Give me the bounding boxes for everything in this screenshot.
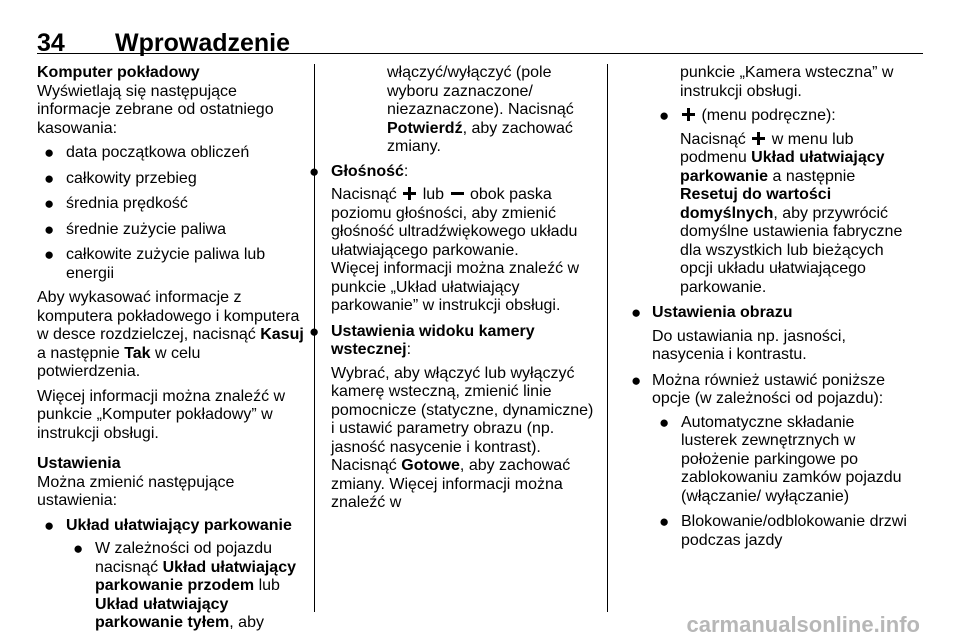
uklad-continuation: włączyć/wyłączyć (pole wyboru zaznaczone/ niezaznaczone). Nacisnąć Potwierdź, aby zachować zmiany. (387, 64, 574, 155)
column-divider-2 (607, 64, 608, 612)
bullet-icon: ● (44, 168, 55, 188)
page-title: Wprowadzenie (115, 29, 291, 57)
bullet-icon: ● (659, 512, 670, 531)
reset-paragraph: Aby wykasować informacje z komputera pokładowego i komputera w desce rozdzielczej, nacisnąć Kasuj a następnie Tak w celu potwierdzenia. (37, 289, 304, 380)
list-item: ● data początkowa obliczeń (44, 143, 250, 162)
column-2 (309, 64, 600, 520)
list-item: ● średnie zużycie paliwa (44, 219, 227, 239)
minus-icon (451, 192, 464, 195)
column-3 (624, 64, 914, 557)
bullet-icon: ● (44, 143, 55, 162)
bullet-icon: ● (309, 161, 320, 181)
plus-icon (752, 132, 765, 145)
list-item: ● Można również ustawić poniższe opcje (w zależności od pojazdu): ● Automatyczne składanie lusterek zewnętrznych w położenie parkingowe po zablokowaniu zamków pojazdu (włączanie/ wyłączanie) ● Blokowanie/odblokowanie drzwi podczas jazdy (624, 372, 914, 551)
column-3-list (624, 304, 914, 550)
kamera-text: Wybrać, aby włączyć lub wyłączyć kamerę wsteczną, zmienić linie pomocnicze (statyczne, dynamiczne) i ustawić parametry obrazu (np. jasność nasycenie i kontrast). (331, 364, 594, 456)
bullet-icon: ● (631, 303, 642, 322)
bullet-icon: ● (44, 219, 55, 239)
list-item: ● średnia prędkość (44, 194, 188, 213)
komputer-heading: Komputer pokładowy (37, 64, 200, 81)
list-item: ● Ustawienia widoku kamery wstecznej: Wybrać, aby włączyć lub wyłączyć kamerę wsteczną, zmienić linie pomocnicze (statyczne, dynamiczne) i ustawić parametry obrazu (np. jasność nasycenie i kontrast). Nacisnąć Gotowe, aby zachować zmiany. Więcej informacji można znaleźć w (302, 323, 600, 513)
uklad-sublist (66, 540, 307, 633)
list-item: ● (menu podręczne): Nacisnąć w menu lub podmenu Układ ułatwiający parkowanie a następnie Resetuj do wartości domyślnych, aby przywrócić domyślne ustawienia fabryczne dla wszystkich lub bieżących opcji układu ułatwiającego parkowanie. (652, 107, 914, 297)
page-number: 34 (37, 29, 65, 57)
ustawienia-intro: Można zmienić następujące ustawienia: (37, 473, 235, 509)
bullet-icon: ● (659, 412, 670, 432)
options-sublist (652, 414, 914, 551)
kamera-save: Nacisnąć Gotowe, aby zachować zmiany. Więcej informacji można znaleźć w (331, 457, 571, 511)
more-info-paragraph: Więcej informacji można znaleźć w punkcie „Komputer pokładowy” w instrukcji obsługi. (37, 387, 286, 442)
bullet-icon: ● (631, 370, 642, 390)
obraz-text: Do ustawiania np. jasności, nasycenia i kontrastu. (652, 327, 846, 363)
menu-list (652, 107, 914, 297)
list-item: ● Automatyczne składanie lusterek zewnętrznych w położenie parkingowe po zablokowaniu zamków pojazdu (włączanie/ wyłączanie) (659, 412, 902, 505)
komputer-intro: Wyświetlają się następujące informacje zebrane od ostatniego kasowania: (37, 82, 274, 137)
plus-icon (403, 187, 416, 200)
column-1 (37, 64, 307, 640)
list-item: ● całkowite zużycie paliwa lub energii (44, 245, 266, 282)
glosnosc-more: Więcej informacji można znaleźć w punkcie „Układ ułatwiający parkowanie” w instrukcji obsługi. (331, 260, 580, 314)
ustawienia-heading: Ustawienia (37, 455, 121, 472)
komputer-list (37, 144, 307, 283)
list-item: ● całkowity przebieg (44, 168, 197, 188)
menu-text: Nacisnąć w menu lub podmenu Układ ułatwiający parkowanie a następnie Resetuj do wartości domyślnych, aby przywrócić domyślne ustawienia fabryczne dla wszystkich lub bieżących opcji układu ułatwiającego parkowanie. (680, 130, 903, 296)
column-2-list (302, 163, 600, 513)
list-item: ● W zależności od pojazdu nacisnąć Układ ułatwiający parkowanie przodem lub Układ ułatwiający parkowanie tyłem, aby (73, 539, 296, 631)
kamera-continuation: punkcie „Kamera wsteczna” w instrukcji obsługi. (680, 64, 894, 100)
bullet-icon: ● (309, 321, 320, 341)
list-item: ● Blokowanie/odblokowanie drzwi podczas jazdy (659, 512, 907, 549)
list-item: ● Głośność: Nacisnąć lub obok paska poziomu głośności, aby zmienić głośność ultradźwiękowego układu ułatwiającego parkowanie. Więcej informacji można znaleźć w punkcie „Układ ułatwiający parkowanie” w instrukcji obsługi. (302, 163, 600, 316)
watermark: carmanualsonline.info (686, 612, 920, 637)
glosnosc-text: Nacisnąć lub obok paska poziomu głośności, aby zmienić głośność ultradźwiękowego układu ułatwiającego parkowanie. (331, 186, 578, 259)
ustawienia-list (37, 517, 307, 633)
plus-icon (682, 108, 695, 121)
list-item: ● Ustawienia obrazu Do ustawiania np. jasności, nasycenia i kontrastu. (624, 304, 914, 365)
bullet-icon: ● (44, 194, 55, 213)
bullet-icon: ● (44, 245, 55, 264)
list-item: ● Układ ułatwiający parkowanie ● W zależności od pojazdu nacisnąć Układ ułatwiający parkowanie przodem lub Układ ułatwiający parkowanie tyłem, aby (37, 517, 307, 633)
header-rule (37, 53, 923, 54)
bullet-icon: ● (659, 106, 670, 125)
bullet-icon: ● (44, 515, 55, 535)
bullet-icon: ● (73, 539, 84, 558)
